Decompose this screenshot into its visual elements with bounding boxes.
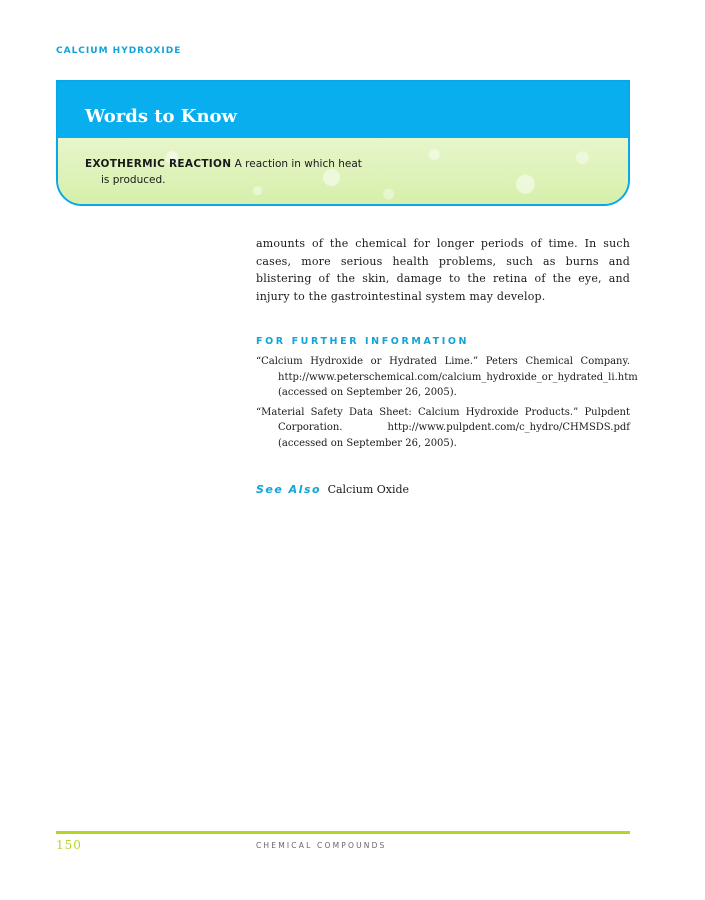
glossary-term: EXOTHERMIC REACTION xyxy=(85,158,232,170)
running-head: CALCIUM HYDROXIDE xyxy=(56,46,182,56)
book-title: CHEMICAL COMPOUNDS xyxy=(256,841,387,850)
see-also-label: See Also xyxy=(256,483,322,496)
glossary-entry xyxy=(85,156,371,188)
words-to-know-title: Words to Know xyxy=(85,106,238,127)
glossary-definition: A reaction in which heat is produced. xyxy=(101,158,362,186)
reference-entry: “Material Safety Data Sheet: Calcium Hydroxide Products.” Pulpdent Corporation. http://www.pulpdent.com/c_hydro/CHMSDS.pdf (accessed on September 26, 2005). xyxy=(256,406,630,449)
words-to-know-body xyxy=(58,138,628,204)
main-column xyxy=(256,235,638,496)
page-number: 150 xyxy=(56,838,82,852)
reference-entry: “Calcium Hydroxide or Hydrated Lime.” Peters Chemical Company. http://www.peterschemical.com/calcium_hydroxide_or_hydrated_li.htm (accessed on September 26, 2005). xyxy=(256,356,638,398)
body-paragraph: amounts of the chemical for longer periods of time. In such cases, more serious health problems, such as burns and blistering of the skin, damage to the retina of the eye, and injury to the gastrointestinal system may develop. xyxy=(256,237,630,303)
footer-rule xyxy=(56,831,630,834)
words-to-know-header xyxy=(58,82,628,138)
further-information-heading: FOR FURTHER INFORMATION xyxy=(256,336,470,347)
see-also xyxy=(256,483,630,496)
see-also-link[interactable]: Calcium Oxide xyxy=(327,483,410,496)
words-to-know-box xyxy=(56,80,630,206)
